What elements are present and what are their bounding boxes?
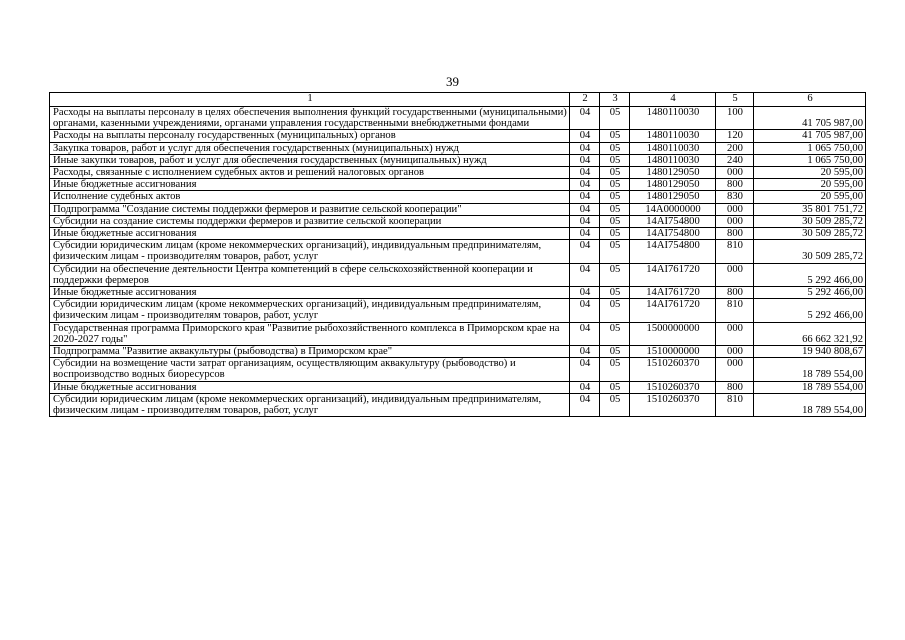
row-amount-cell: 1 065 750,00 — [754, 142, 866, 154]
row-subsection-cell: 05 — [600, 142, 630, 154]
row-target-code-cell: 1510260370 — [630, 358, 716, 381]
table-row — [50, 240, 866, 263]
row-amount-cell: 18 789 554,00 — [754, 381, 866, 393]
row-name-cell: Закупка товаров, работ и услуг для обеспечения государственных (муниципальных) нужд — [50, 142, 570, 154]
row-expense-type-cell: 120 — [716, 130, 754, 142]
row-amount-cell: 5 292 466,00 — [754, 287, 866, 299]
row-name-cell: Расходы на выплаты персоналу в целях обеспечения выполнения функций государственными (муниципальными) органами, казенными учреждениями, органами управления государственными внебюджетными фондами — [50, 107, 570, 130]
row-target-code-cell: 14AI754800 — [630, 240, 716, 263]
row-subsection-cell: 05 — [600, 203, 630, 215]
row-subsection-cell: 05 — [600, 191, 630, 203]
row-name-cell: Иные бюджетные ассигнования — [50, 381, 570, 393]
row-name-cell: Иные бюджетные ассигнования — [50, 228, 570, 240]
row-amount-cell: 5 292 466,00 — [754, 299, 866, 322]
row-section-cell: 04 — [570, 107, 600, 130]
row-target-code-cell: 1480129050 — [630, 167, 716, 179]
row-section-cell: 04 — [570, 240, 600, 263]
row-subsection-cell: 05 — [600, 167, 630, 179]
column-header: 6 — [754, 93, 866, 107]
row-amount-cell: 66 662 321,92 — [754, 322, 866, 345]
row-name-cell: Иные бюджетные ассигнования — [50, 287, 570, 299]
row-section-cell: 04 — [570, 381, 600, 393]
table-row — [50, 393, 866, 416]
row-expense-type-cell: 000 — [716, 346, 754, 358]
row-section-cell: 04 — [570, 228, 600, 240]
row-subsection-cell: 05 — [600, 179, 630, 191]
row-name-cell: Государственная программа Приморского края "Развитие рыбохозяйственного комплекса в Приморском крае на 2020-2027 годы" — [50, 322, 570, 345]
row-amount-cell: 41 705 987,00 — [754, 107, 866, 130]
table-row — [50, 358, 866, 381]
row-expense-type-cell: 100 — [716, 107, 754, 130]
table-row — [50, 167, 866, 179]
row-target-code-cell: 1510260370 — [630, 393, 716, 416]
row-expense-type-cell: 830 — [716, 191, 754, 203]
table-body — [50, 107, 866, 417]
row-section-cell: 04 — [570, 299, 600, 322]
table-row — [50, 191, 866, 203]
table-row — [50, 228, 866, 240]
row-name-cell: Субсидии юридическим лицам (кроме некоммерческих организаций), индивидуальным предпринимателям, физическим лицам - производителям товаров, работ, услуг — [50, 393, 570, 416]
row-expense-type-cell: 000 — [716, 203, 754, 215]
table-row — [50, 154, 866, 166]
page-number: 39 — [446, 74, 459, 89]
row-amount-cell: 1 065 750,00 — [754, 154, 866, 166]
row-section-cell: 04 — [570, 130, 600, 142]
row-expense-type-cell: 810 — [716, 393, 754, 416]
row-subsection-cell: 05 — [600, 263, 630, 286]
row-name-cell: Расходы на выплаты персоналу государственных (муниципальных) органов — [50, 130, 570, 142]
row-target-code-cell: 14AI754800 — [630, 215, 716, 227]
row-section-cell: 04 — [570, 215, 600, 227]
row-section-cell: 04 — [570, 203, 600, 215]
row-expense-type-cell: 810 — [716, 240, 754, 263]
table-row — [50, 130, 866, 142]
row-subsection-cell: 05 — [600, 130, 630, 142]
column-header: 5 — [716, 93, 754, 107]
column-header: 4 — [630, 93, 716, 107]
row-section-cell: 04 — [570, 346, 600, 358]
row-name-cell: Субсидии юридическим лицам (кроме некоммерческих организаций), индивидуальным предпринимателям, физическим лицам - производителям товаров, работ, услуг — [50, 240, 570, 263]
row-section-cell: 04 — [570, 191, 600, 203]
row-target-code-cell: 1480110030 — [630, 154, 716, 166]
row-expense-type-cell: 240 — [716, 154, 754, 166]
table-row — [50, 287, 866, 299]
budget-table — [49, 92, 866, 417]
row-section-cell: 04 — [570, 358, 600, 381]
row-expense-type-cell: 000 — [716, 167, 754, 179]
row-section-cell: 04 — [570, 167, 600, 179]
row-expense-type-cell: 200 — [716, 142, 754, 154]
row-name-cell: Расходы, связанные с исполнением судебных актов и решений налоговых органов — [50, 167, 570, 179]
row-expense-type-cell: 000 — [716, 358, 754, 381]
row-target-code-cell: 14A0000000 — [630, 203, 716, 215]
row-target-code-cell: 14AI761720 — [630, 287, 716, 299]
table-row — [50, 381, 866, 393]
row-subsection-cell: 05 — [600, 322, 630, 345]
column-header: 1 — [50, 93, 570, 107]
row-subsection-cell: 05 — [600, 240, 630, 263]
row-name-cell: Иные закупки товаров, работ и услуг для обеспечения государственных (муниципальных) нужд — [50, 154, 570, 166]
row-target-code-cell: 14AI761720 — [630, 263, 716, 286]
row-amount-cell: 18 789 554,00 — [754, 393, 866, 416]
table-row — [50, 299, 866, 322]
row-section-cell: 04 — [570, 322, 600, 345]
row-name-cell: Подпрограмма "Создание системы поддержки фермеров и развитие сельской кооперации" — [50, 203, 570, 215]
row-subsection-cell: 05 — [600, 346, 630, 358]
row-subsection-cell: 05 — [600, 215, 630, 227]
row-target-code-cell: 1480110030 — [630, 130, 716, 142]
row-section-cell: 04 — [570, 179, 600, 191]
row-section-cell: 04 — [570, 263, 600, 286]
row-amount-cell: 20 595,00 — [754, 179, 866, 191]
row-subsection-cell: 05 — [600, 107, 630, 130]
row-amount-cell: 19 940 808,67 — [754, 346, 866, 358]
row-subsection-cell: 05 — [600, 381, 630, 393]
row-name-cell: Иные бюджетные ассигнования — [50, 179, 570, 191]
row-name-cell: Подпрограмма "Развитие аквакультуры (рыбоводства) в Приморском крае" — [50, 346, 570, 358]
row-expense-type-cell: 800 — [716, 287, 754, 299]
row-amount-cell: 41 705 987,00 — [754, 130, 866, 142]
row-amount-cell: 30 509 285,72 — [754, 228, 866, 240]
table-row — [50, 322, 866, 345]
row-name-cell: Субсидии на создание системы поддержки фермеров и развитие сельской кооперации — [50, 215, 570, 227]
row-section-cell: 04 — [570, 142, 600, 154]
row-subsection-cell: 05 — [600, 299, 630, 322]
row-subsection-cell: 05 — [600, 287, 630, 299]
row-name-cell: Исполнение судебных актов — [50, 191, 570, 203]
row-amount-cell: 5 292 466,00 — [754, 263, 866, 286]
row-expense-type-cell: 000 — [716, 215, 754, 227]
row-target-code-cell: 1480129050 — [630, 191, 716, 203]
row-name-cell: Субсидии юридическим лицам (кроме некоммерческих организаций), индивидуальным предпринимателям, физическим лицам - производителям товаров, работ, услуг — [50, 299, 570, 322]
row-expense-type-cell: 000 — [716, 322, 754, 345]
table-row — [50, 142, 866, 154]
row-amount-cell: 20 595,00 — [754, 167, 866, 179]
row-amount-cell: 35 801 751,72 — [754, 203, 866, 215]
row-subsection-cell: 05 — [600, 228, 630, 240]
row-expense-type-cell: 800 — [716, 228, 754, 240]
row-target-code-cell: 1510000000 — [630, 346, 716, 358]
row-target-code-cell: 1480129050 — [630, 179, 716, 191]
row-name-cell: Субсидии на обеспечение деятельности Центра компетенций в сфере сельскохозяйственной кооперации и поддержки фермеров — [50, 263, 570, 286]
row-target-code-cell: 1510260370 — [630, 381, 716, 393]
row-expense-type-cell: 810 — [716, 299, 754, 322]
row-amount-cell: 30 509 285,72 — [754, 215, 866, 227]
row-target-code-cell: 14AI761720 — [630, 299, 716, 322]
row-subsection-cell: 05 — [600, 154, 630, 166]
table-row — [50, 179, 866, 191]
row-amount-cell: 20 595,00 — [754, 191, 866, 203]
table-row — [50, 346, 866, 358]
table-header-row — [50, 93, 866, 107]
column-header: 2 — [570, 93, 600, 107]
row-target-code-cell: 1480110030 — [630, 142, 716, 154]
table-row — [50, 215, 866, 227]
row-amount-cell: 30 509 285,72 — [754, 240, 866, 263]
table-row — [50, 203, 866, 215]
row-section-cell: 04 — [570, 154, 600, 166]
row-target-code-cell: 14AI754800 — [630, 228, 716, 240]
row-amount-cell: 18 789 554,00 — [754, 358, 866, 381]
row-expense-type-cell: 800 — [716, 179, 754, 191]
row-expense-type-cell: 800 — [716, 381, 754, 393]
row-target-code-cell: 1480110030 — [630, 107, 716, 130]
row-subsection-cell: 05 — [600, 393, 630, 416]
row-expense-type-cell: 000 — [716, 263, 754, 286]
row-section-cell: 04 — [570, 393, 600, 416]
row-subsection-cell: 05 — [600, 358, 630, 381]
table-row — [50, 263, 866, 286]
row-name-cell: Субсидии на возмещение части затрат организациям, осуществляющим аквакультуру (рыбоводство) и воспроизводство водных биоресурсов — [50, 358, 570, 381]
column-header: 3 — [600, 93, 630, 107]
table-row — [50, 107, 866, 130]
row-section-cell: 04 — [570, 287, 600, 299]
row-target-code-cell: 1500000000 — [630, 322, 716, 345]
